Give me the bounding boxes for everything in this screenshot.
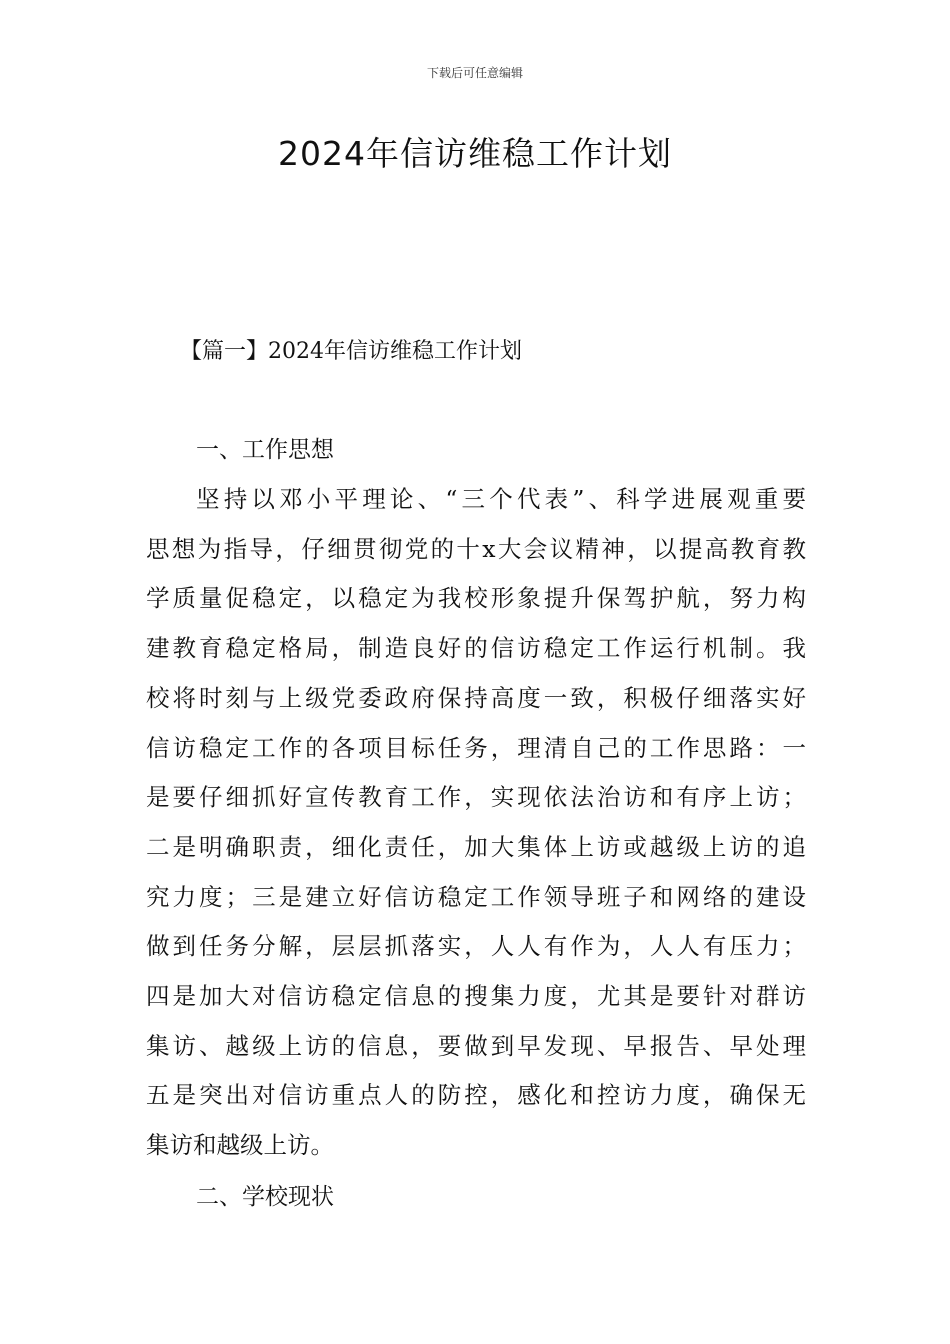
section-heading-school-status: 二、学校现状 <box>196 1184 334 1210</box>
paragraph-line: 二是明确职责，细化责任，加大集体上访或越级上访的追 <box>146 832 806 861</box>
paragraph-line: 思想为指导，仔细贯彻党的十x大会议精神，以提高教育教 <box>146 534 806 563</box>
paragraph-line: 集访和越级上访。 <box>146 1131 334 1160</box>
part-heading: 【篇一】2024年信访维稳工作计划 <box>180 339 522 364</box>
paragraph-line: 信访稳定工作的各项目标任务，理清自己的工作思路：一 <box>146 733 806 762</box>
paragraph-line: 是要仔细抓好宣传教育工作，实现依法治访和有序上访； <box>146 783 806 812</box>
work-idea-paragraph <box>146 475 806 1171</box>
download-note: 下载后可任意编辑 <box>426 66 523 80</box>
paragraph-line: 集访、越级上访的信息，要做到早发现、早报告、早处理 <box>146 1031 806 1060</box>
document-title: 2024年信访维稳工作计划 <box>278 134 672 173</box>
paragraph-line: 建教育稳定格局，制造良好的信访稳定工作运行机制。我 <box>146 634 806 663</box>
paragraph-line: 做到任务分解，层层抓落实，人人有作为，人人有压力； <box>146 932 806 961</box>
paragraph-line: 究力度；三是建立好信访稳定工作领导班子和网络的建设 <box>146 882 806 911</box>
section-heading-work-idea: 一、工作思想 <box>196 437 334 463</box>
paragraph-line: 校将时刻与上级党委政府保持高度一致，积极仔细落实好 <box>146 683 806 712</box>
paragraph-line: 四是加大对信访稳定信息的搜集力度，尤其是要针对群访 <box>146 982 806 1011</box>
paragraph-line: 坚持以邓小平理论、“三个代表”、科学进展观重要 <box>196 485 806 513</box>
paragraph-line: 五是突出对信访重点人的防控，感化和控访力度，确保无 <box>146 1081 806 1110</box>
paragraph-line: 学质量促稳定，以稳定为我校形象提升保驾护航，努力构 <box>146 584 806 613</box>
